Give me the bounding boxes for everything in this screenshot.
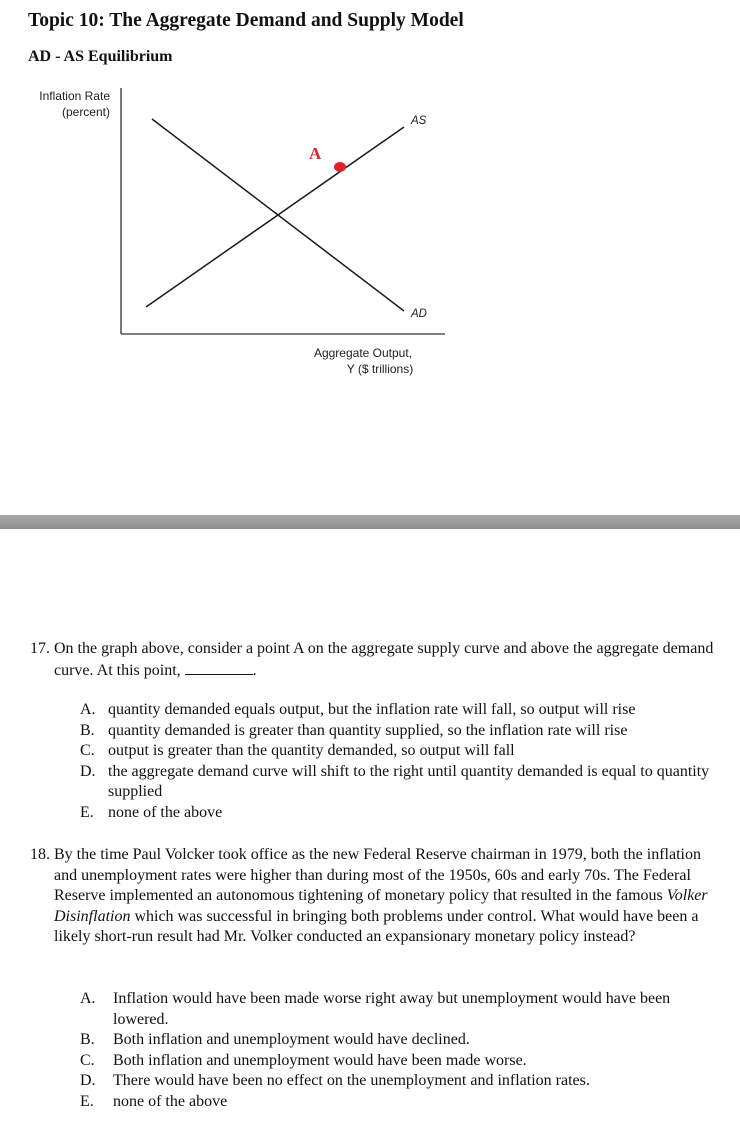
ad-as-graph	[0, 80, 740, 380]
x-axis-label-line2: Y ($ trillions)	[346, 362, 414, 376]
as-curve-label: AS	[411, 115, 427, 127]
choice-text: none of the above	[108, 803, 223, 821]
y-axis-label-line1: Inflation Rate	[39, 89, 110, 103]
choice-letter: E.	[80, 1092, 94, 1110]
choice-18-d	[80, 1071, 725, 1092]
as-curve	[146, 127, 404, 307]
question-17-number: 17.	[30, 640, 50, 657]
question-17-choices	[80, 700, 725, 824]
section-subtitle: AD - AS Equilibrium	[28, 48, 173, 65]
choice-letter: B.	[80, 1031, 95, 1049]
choice-text: output is greater than the quantity demanded, so output will fall	[108, 742, 515, 760]
choice-18-b	[80, 1030, 725, 1051]
question-17-stem: On the graph above, consider a point A on the aggregate supply curve and above the aggregate demand curve. At this point,	[54, 640, 714, 679]
choice-text: There would have been no effect on the unemployment and inflation rates.	[113, 1072, 590, 1090]
choice-letter: A.	[80, 701, 96, 718]
choice-letter: C.	[80, 1051, 95, 1069]
choice-text: quantity demanded equals output, but the inflation rate will fall, so output will rise	[108, 701, 636, 718]
y-axis-label-line2: (percent)	[61, 105, 110, 119]
section-divider	[0, 515, 740, 529]
question-17	[30, 639, 720, 681]
choice-text: quantity demanded is greater than quantity supplied, so the inflation rate will rise	[108, 721, 628, 739]
choice-letter: C.	[80, 742, 95, 760]
choice-17-a	[80, 700, 725, 721]
question-18-text	[54, 845, 722, 948]
page-title: Topic 10: The Aggregate Demand and Supply Model	[28, 10, 464, 31]
choice-text: Inflation would have been made worse right away but unemployment would have been lowered.	[113, 990, 671, 1028]
choice-letter: D.	[80, 1072, 96, 1090]
choice-18-e	[80, 1092, 725, 1113]
choice-17-e	[80, 803, 725, 824]
choice-letter: B.	[80, 721, 95, 739]
choice-text: Both inflation and unemployment would have declined.	[113, 1031, 470, 1049]
question-18-stem-part1: By the time Paul Volcker took office as the new Federal Reserve chairman in 1979, both the inflation and unemployment rates were higher than during most of the 1950s, 60s and early 70s. The Federal Reserve implemented an autonomous tightening of monetary policy that resulted in the famous	[54, 846, 701, 905]
question-18-stem-part2: which was successful in bringing both problems under control. What would have been a likely short-run result had Mr. Volker conducted an expansionary monetary policy instead?	[54, 907, 699, 946]
choice-17-b	[80, 721, 725, 742]
choice-18-c	[80, 1051, 725, 1072]
answer-blank	[185, 660, 253, 675]
question-18-choices	[80, 989, 725, 1113]
point-a-label: A	[309, 144, 322, 163]
question-18-number: 18.	[30, 846, 50, 863]
choice-18-a	[80, 989, 725, 1030]
choice-17-c	[80, 741, 725, 762]
choice-text: the aggregate demand curve will shift to the right until quantity demanded is equal to quantity supplied	[108, 762, 710, 801]
ad-curve-label: AD	[411, 308, 427, 320]
question-18	[30, 845, 722, 948]
question-18-italic-term: Volker Disinflation	[54, 887, 708, 925]
choice-text: none of the above	[113, 1092, 228, 1110]
choice-letter: D.	[80, 762, 96, 780]
x-axis-label-line1: Aggregate Output,	[313, 346, 413, 360]
question-17-text	[54, 639, 720, 681]
choice-text: Both inflation and unemployment would have been made worse.	[113, 1051, 527, 1069]
question-17-stem-end: .	[252, 661, 257, 679]
choice-17-d	[80, 762, 725, 803]
ad-curve	[152, 119, 404, 311]
choice-letter: E.	[80, 803, 94, 821]
choice-letter: A.	[80, 990, 96, 1007]
point-a-marker	[334, 162, 346, 172]
